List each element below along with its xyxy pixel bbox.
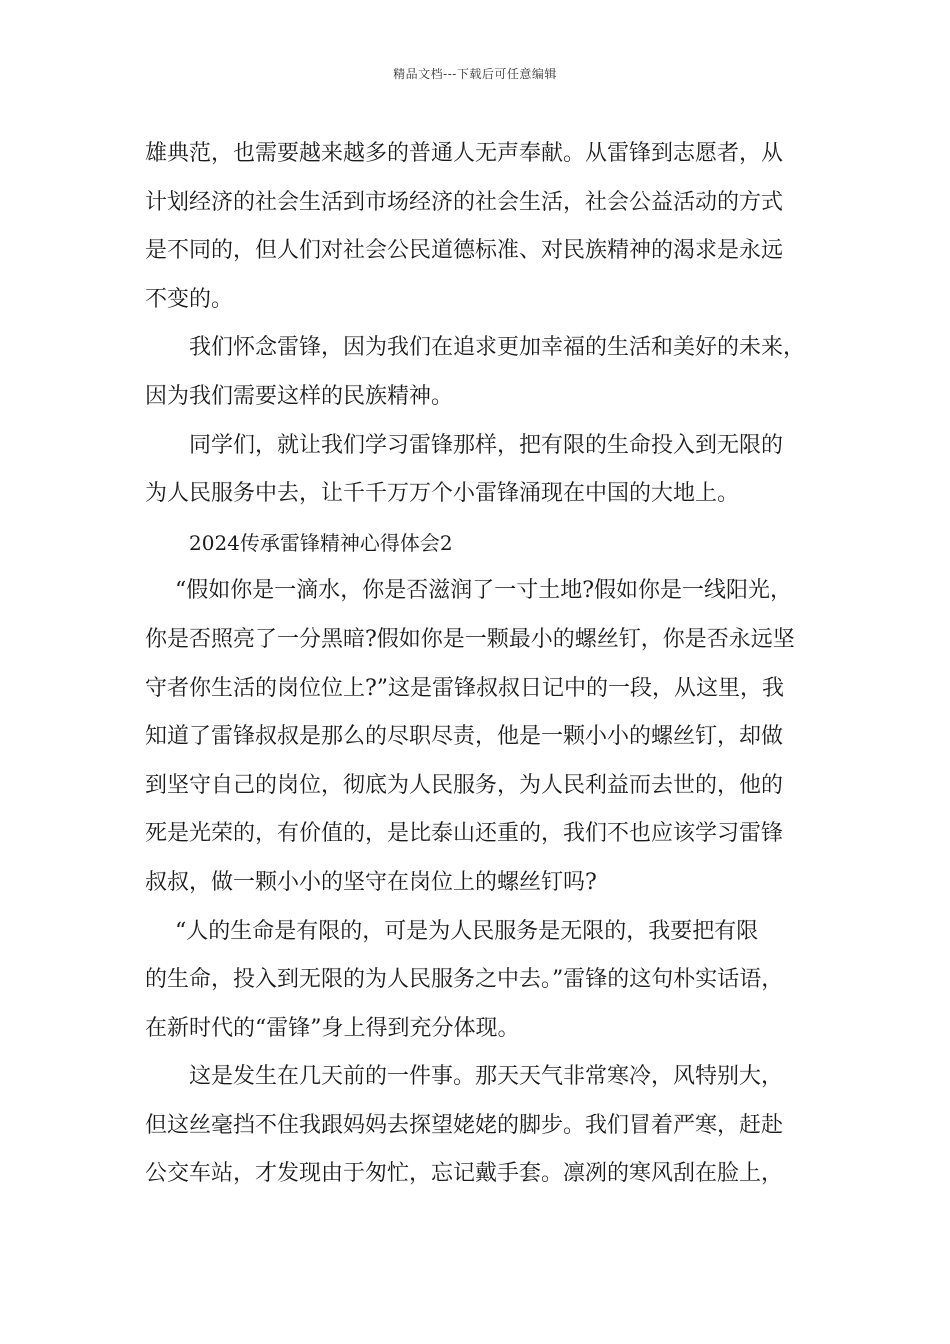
text-line: 叔叔，做一颗小小的坚守在岗位上的螺丝钉吗? xyxy=(145,869,597,895)
text-line: 守者你生活的岗位位上?”这是雷锋叔叔日记中的一段，从这里，我 xyxy=(145,675,785,701)
section-heading xyxy=(145,519,810,568)
page-header: 精品文档---下载后可任意编辑 xyxy=(393,67,557,81)
text-line: 死是光荣的，有价值的，是比泰山还重的，我们不也应该学习雷锋 xyxy=(145,821,784,847)
text-line: 这是发生在几天前的一件事。那天天气非常寒冷，风特别大， xyxy=(189,1064,784,1090)
text-line: 是不同的，但人们对社会公民道德标准、对民族精神的渴求是永远 xyxy=(145,238,784,264)
text-line: 的生命，投入到无限的为人民服务之中去。”雷锋的这句朴实话语， xyxy=(145,967,784,993)
text-line: 同学们，就让我们学习雷锋那样，把有限的生命投入到无限的 xyxy=(189,432,784,458)
text-line: 在新时代的“雷锋”身上得到充分体现。 xyxy=(145,1015,520,1041)
text-line: 你是否照亮了一分黑暗?假如你是一颗最小的螺丝钉，你是否永远坚 xyxy=(145,626,795,652)
text-line: 为人民服务中去，让千千万万个小雷锋涌现在中国的大地上。 xyxy=(145,481,740,507)
paragraph xyxy=(145,324,810,421)
paragraph xyxy=(145,130,810,324)
text-line: 我们怀念雷锋，因为我们在追求更加幸福的生活和美好的未来， xyxy=(189,335,806,361)
document-body xyxy=(145,130,810,1199)
text-line: 到坚守自己的岗位，彻底为人民服务，为人民利益而去世的，他的 xyxy=(145,772,784,798)
text-line: “假如你是一滴水，你是否滋润了一寸土地?假如你是一线阳光， xyxy=(175,578,793,604)
text-line: 不变的。 xyxy=(145,286,234,312)
text-line: 知道了雷锋叔叔是那么的尽职尽责，他是一颗小小的螺丝钉，却做 xyxy=(145,724,784,750)
text-line: 公交车站，才发现由于匆忙，忘记戴手套。凛冽的寒风刮在脸上， xyxy=(145,1161,784,1187)
text-line: 雄典范，也需要越来越多的普通人无声奉献。从雷锋到志愿者，从 xyxy=(145,141,784,166)
text-line: 因为我们需要这样的民族精神。 xyxy=(145,383,454,409)
paragraph xyxy=(145,908,810,1054)
paragraph xyxy=(145,422,810,519)
paragraph xyxy=(145,1053,810,1199)
text-line: “人的生命是有限的，可是为人民服务是无限的，我要把有限 xyxy=(175,918,759,944)
text-line: 但这丝毫挡不住我跟妈妈去探望姥姥的脚步。我们冒着严寒，赶赴 xyxy=(145,1112,784,1138)
text-line: 计划经济的社会生活到市场经济的社会生活，社会公益活动的方式 xyxy=(145,189,784,215)
paragraph xyxy=(145,567,810,907)
heading-text: 2024传承雷锋精神心得体会2 xyxy=(189,530,453,555)
